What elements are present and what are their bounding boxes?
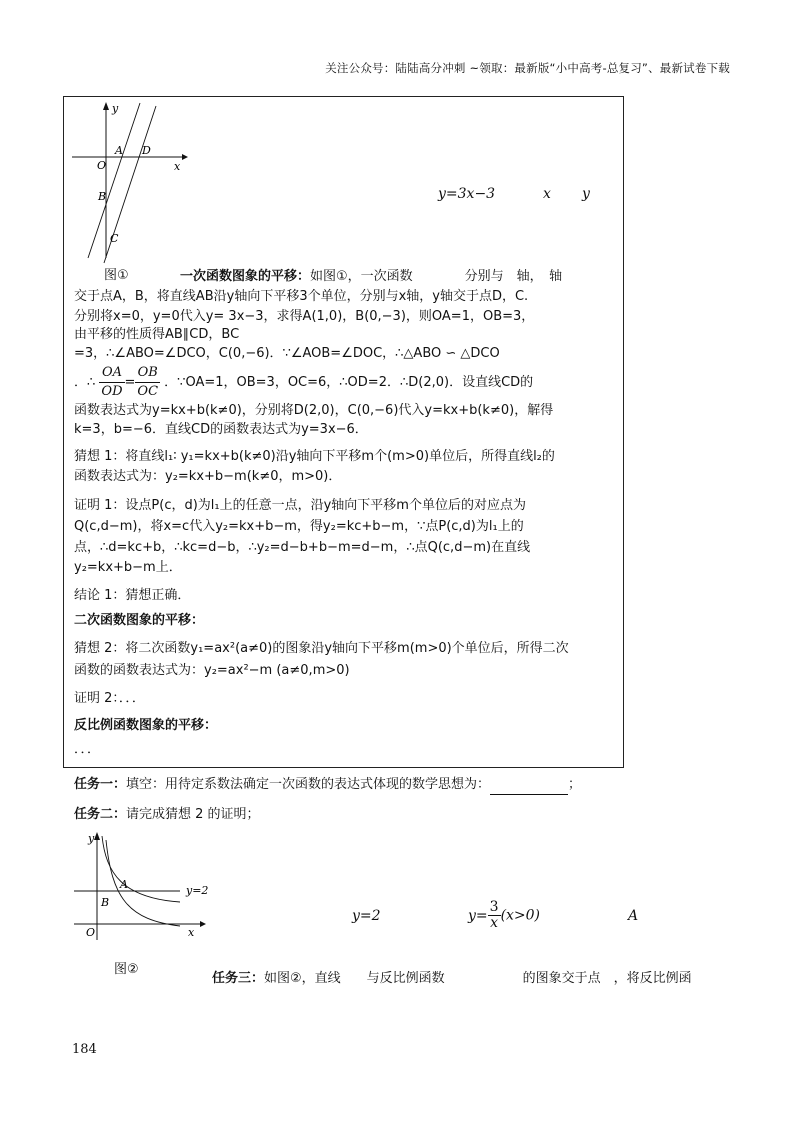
fig1-label-x: x: [174, 160, 181, 173]
box-line-8: k=3，b=−6．直线CD的函数表达式为y=3x−6．: [74, 422, 368, 437]
task2-text: 请完成猜想 2 的证明；: [126, 807, 260, 822]
eq2-suffix: (x>0): [500, 907, 541, 924]
eq2-den: x: [490, 915, 499, 931]
quadratic-translation-title: 二次函数图象的平移：: [74, 613, 205, 628]
inverse-translation-title: 反比例函数图象的平移：: [74, 718, 218, 733]
proof1-line4: y₂=kx+b−m上．: [74, 560, 182, 575]
page-header: 关注公众号：陆陆高分冲刺 ~领取：最新版“小中高考-总复习”、最新试卷下载: [325, 61, 730, 75]
fig2-label-y: y: [88, 832, 95, 845]
task1-end: ；: [568, 777, 582, 792]
fig2-curve-upper: [102, 836, 180, 902]
guess2-line2: 函数的函数表达式为：y₂=ax²−m (a≠0,m>0): [74, 663, 350, 678]
conclusion1: 结论 1：猜想正确．: [74, 588, 191, 603]
fig1-label-c: C: [110, 232, 119, 245]
fig1-caption: 图①: [104, 268, 129, 283]
linear-translation-intro: 如图①，一次函数 分别与 轴， 轴: [310, 269, 563, 284]
box-line-7: 函数表达式为y=kx+b(k≠0)，分别将D(2,0)，C(0,−6)代入y=kx+b(k≠0)，解得: [74, 403, 554, 418]
task3-label: 任务三：: [212, 971, 265, 986]
fraction-equals: =: [124, 375, 136, 390]
floating2-eq2: [468, 900, 540, 931]
floating-x: x: [543, 186, 551, 202]
fig2-label-x: x: [188, 926, 195, 939]
fig2-label-y2: y=2: [186, 884, 209, 897]
fig2-label-b: B: [101, 896, 110, 909]
task3: [212, 970, 692, 988]
task1-blank: [490, 776, 568, 795]
box-line-2: 交于点A，B，将直线AB沿y轴向下平移3个单位，分别与x轴，y轴交于点D，C.: [74, 289, 529, 304]
fig1-x-arrow: [182, 154, 188, 160]
box-line-6: [74, 364, 533, 400]
fig2-label-o: O: [86, 926, 96, 939]
fig2-x-arrow: [200, 921, 206, 927]
fraction-oc-den: OC: [137, 384, 159, 399]
linear-translation-title: 一次函数图象的平移：: [180, 269, 311, 284]
line6-suffix: ．∵OA=1，OB=3，OC=6，∴OD=2．∴D(2,0)．设直线CD的: [164, 375, 534, 390]
guess2-line1: 猜想 2：将二次函数y₁=ax²(a≠0)的图象沿y轴向下平移m(m>0)个单位后，所得二次: [74, 641, 569, 656]
floating2-eq1: y=2: [352, 908, 381, 924]
proof2: 证明 2：．．．: [74, 691, 145, 706]
fraction-oa-num: OA: [99, 364, 124, 383]
fig1-label-a: A: [115, 144, 123, 157]
fig1-y-arrow: [103, 102, 109, 110]
box-line-4: 由平移的性质得AB∥CD，BC: [74, 327, 240, 342]
figure-2: [70, 828, 220, 948]
box-line-5: =3，∴∠ABO=∠DCO，C(0,−6)．∵∠AOB=∠DOC，∴△ABO ∽ △DCO: [74, 346, 500, 361]
task2: [74, 806, 260, 824]
proof1-line3: 点，∴d=kc+b，∴kc=d−b，∴y₂=d−b+b−m=d−m，∴点Q(c,d−m)在直线: [74, 540, 531, 555]
task3-text: 如图②，直线 与反比例函数 的图象交于点 ，将反比例函: [264, 971, 692, 986]
task1-text: 填空：用待定系数法确定一次函数的表达式体现的数学思想为：: [126, 777, 491, 792]
task1: [74, 776, 581, 795]
task1-label: 任务一：: [74, 777, 127, 792]
line6-prefix: ．∴: [74, 375, 96, 390]
inverse-translation-dots: ．．．: [74, 742, 101, 757]
fig2-curve-lower: [106, 840, 180, 926]
proof1-line2: Q(c,d−m)，将x=c代入y₂=kx+b−m，得y₂=kc+b−m，∵点P(c,d)为l₁上的: [74, 519, 524, 534]
fraction-od-den: OD: [101, 384, 123, 399]
fig2-caption: 图②: [114, 962, 139, 977]
fig1-label-b: B: [98, 190, 107, 203]
fraction-oa-od: [99, 364, 124, 401]
fig2-y-arrow: [94, 832, 100, 840]
guess1-line1: 猜想 1：将直线l₁∶ y₁=kx+b(k≠0)沿y轴向下平移m个(m>0)单位后，所得直线l₂的: [74, 449, 555, 464]
figure-1: [68, 98, 188, 268]
fraction-ob-oc: [135, 364, 160, 401]
fig1-label-y: y: [112, 102, 119, 115]
eq2-num: 3: [489, 899, 499, 915]
guess1-line2: 函数表达式为：y₂=kx+b−m(k≠0，m>0)．: [74, 469, 342, 484]
proof1-line1: 证明 1：设点P(c，d)为l₁上的任意一点，沿y轴向下平移m个单位后的对应点为: [74, 498, 526, 513]
page-number: 184: [72, 1042, 97, 1057]
floating2-a: A: [628, 908, 639, 924]
fig2-label-a: A: [120, 878, 128, 891]
fig1-label-o: O: [97, 159, 107, 172]
fig1-label-d: D: [142, 144, 151, 157]
eq2-prefix: y=: [468, 907, 488, 924]
fraction-ob-num: OB: [135, 364, 160, 383]
floating-y: y: [582, 186, 590, 202]
linear-translation-line1: [180, 268, 562, 286]
box-line-3: 分别将x=0，y=0代入y= 3x−3，求得A(1,0)，B(0,−3)，则OA=1，OB=3，: [74, 309, 535, 324]
eq2-fraction: [488, 900, 501, 931]
task2-label: 任务二：: [74, 807, 127, 822]
floating-equation: y=3x−3: [438, 186, 496, 202]
